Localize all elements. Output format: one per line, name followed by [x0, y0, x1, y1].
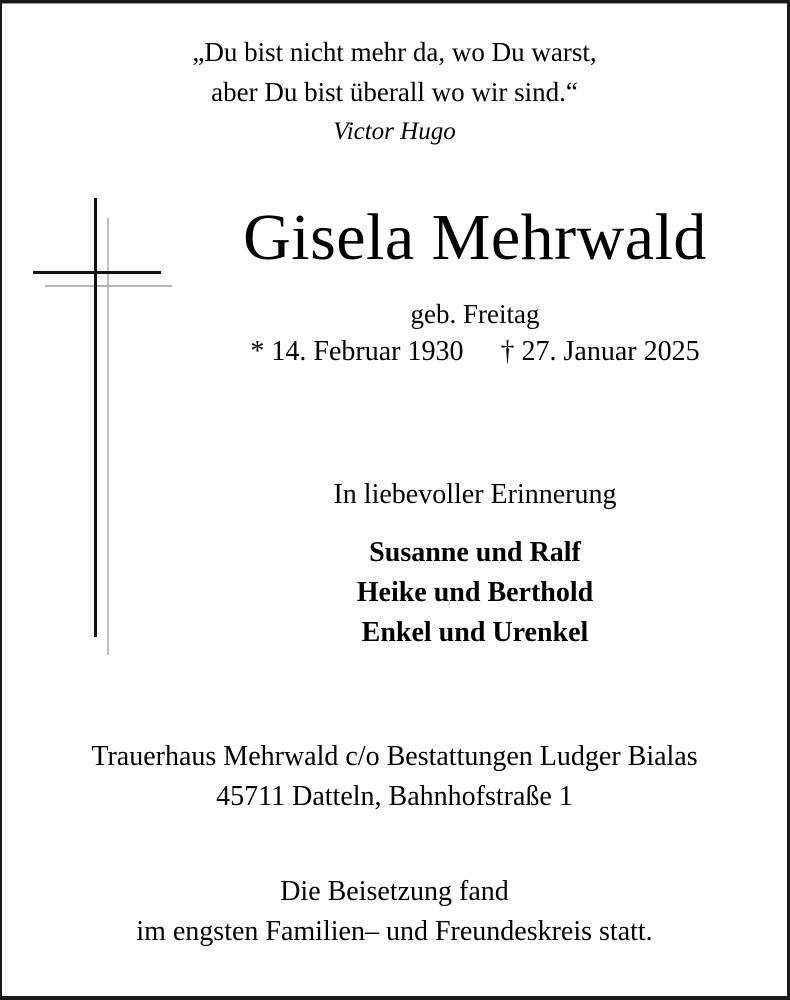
death-cross-symbol: † [500, 336, 515, 367]
life-dates [160, 335, 790, 369]
cross-shadow-horizontal-line [45, 285, 172, 287]
funeral-home-city-line: 45711 Datteln, Bahnhofstraße 1 [216, 781, 573, 812]
quote-attribution: Victor Hugo [333, 118, 456, 145]
burial-note-line-2: im engsten Familien– und Freundeskreis statt. [136, 916, 653, 947]
mourner-line: Susanne und Ralf [369, 537, 581, 568]
memorial-quote [2, 32, 787, 152]
maiden-name: geb. Freitag [410, 299, 540, 329]
funeral-home-address [2, 737, 787, 817]
cross-vertical-line [94, 198, 97, 637]
mourner-line: Enkel und Urenkel [361, 617, 589, 648]
quote-line-1: „Du bist nicht mehr da, wo Du warst, [192, 37, 597, 67]
death-date: 27. Januar 2025 [521, 336, 700, 367]
burial-note-line-1: Die Beisetzung fand [280, 876, 509, 907]
deceased-name: Gisela Mehrwald [243, 201, 707, 274]
funeral-home-line: Trauerhaus Mehrwald c/o Bestattungen Ludger Bialas [91, 741, 698, 772]
remembrance-line: In liebevoller Erinnerung [333, 479, 617, 510]
birth-date: 14. Februar 1930 [271, 336, 464, 367]
birth-star-symbol: * [250, 336, 265, 367]
cross-horizontal-line [33, 271, 161, 274]
mourners-list [160, 533, 790, 653]
deceased-details [160, 203, 790, 369]
border-top-shadow-line [2, 3, 787, 4]
burial-note [2, 872, 787, 952]
mourner-line: Heike und Berthold [356, 577, 594, 608]
cross-shadow-vertical-line [107, 218, 109, 655]
quote-line-2: aber Du bist überall wo wir sind.“ [211, 77, 578, 107]
